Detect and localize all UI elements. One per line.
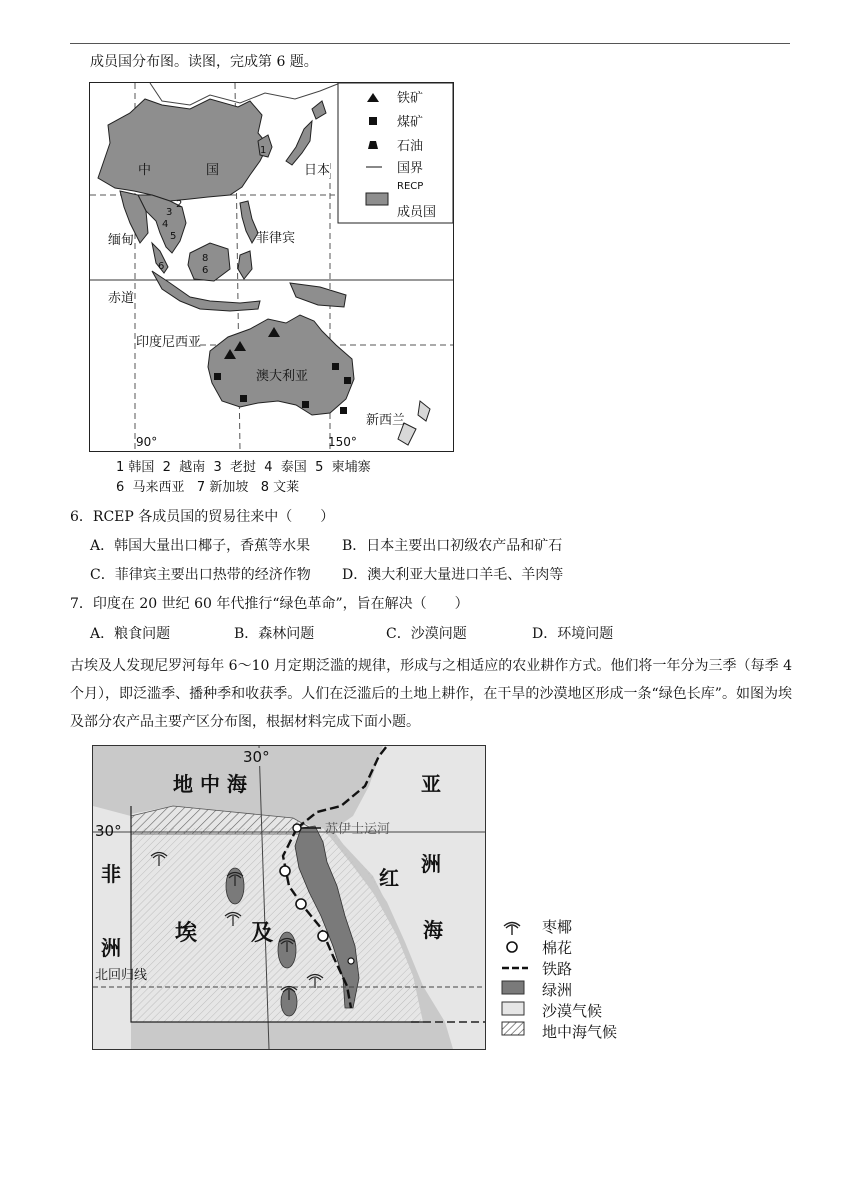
num-1: 1 <box>260 145 267 156</box>
intro-text: 成员国分布图。读图，完成第 6 题。 <box>90 54 318 70</box>
label-red-sea-a: 红 <box>379 866 399 890</box>
legend-rcep-1: RECP <box>397 181 424 192</box>
legend-coal: 煤矿 <box>397 115 424 130</box>
legend-desert: 沙漠气候 <box>542 1002 603 1020</box>
label-africa-b: 洲 <box>101 936 121 960</box>
label-suez-canal: 苏伊士运河 <box>325 822 391 837</box>
label-indonesia: 印度尼西亚 <box>136 335 202 350</box>
q7-option-a: A．粮食问题 <box>90 626 171 642</box>
label-asia-a: 亚 <box>421 772 441 796</box>
mediterranean-swatch-icon <box>502 1022 524 1035</box>
num-6a: 6 <box>158 261 165 272</box>
num-8: 8 <box>202 253 209 264</box>
desert-swatch-icon <box>502 1002 524 1015</box>
legend-oil: 石油 <box>397 139 424 154</box>
rcep-member-swatch-icon <box>366 193 388 205</box>
label-philippines: 菲律宾 <box>256 231 296 246</box>
q6-option-d: D．澳大利亚大量进口羊毛、羊肉等 <box>342 567 564 583</box>
num-4: 4 <box>162 219 169 230</box>
country-key-2: 6 马来西亚 7 新加坡 8 文莱 <box>116 480 300 495</box>
label-australia: 澳大利亚 <box>256 369 309 384</box>
legend-border: 国界 <box>397 161 424 176</box>
cotton-icon <box>507 942 517 952</box>
label-lon-150: 150° <box>328 435 357 449</box>
q7-option-c: C．沙漠问题 <box>386 626 467 642</box>
egypt-map <box>92 745 486 1050</box>
q7-option-b: B．森林问题 <box>234 626 315 642</box>
legend-railway: 铁路 <box>542 960 573 978</box>
legend-date-palm: 枣椰 <box>542 918 573 936</box>
label-equator: 赤道 <box>108 291 135 306</box>
label-myanmar: 缅甸 <box>108 233 135 248</box>
label-lon-90: 90° <box>136 435 158 449</box>
num-3: 3 <box>166 207 173 218</box>
q7-stem: 7．印度在 20 世纪 60 年代推行“绿色革命”，旨在解决（ ） <box>70 596 469 612</box>
label-china-b: 国 <box>206 163 220 178</box>
label-asia-b: 洲 <box>421 852 441 876</box>
coal-icon <box>369 117 377 125</box>
q6-option-b: B．日本主要出口初级农产品和矿石 <box>342 538 563 554</box>
num-6b: 6 <box>202 265 209 276</box>
oasis-swatch-icon <box>502 981 524 994</box>
label-lat30-left: 30° <box>95 822 122 840</box>
legend-oasis: 绿洲 <box>542 981 573 999</box>
num-5: 5 <box>170 231 177 242</box>
label-egypt-a: 埃 <box>175 920 198 946</box>
legend-rcep-2: 成员国 <box>397 205 437 220</box>
label-tropic: 北回归线 <box>95 968 148 983</box>
label-red-sea-b: 海 <box>423 918 443 942</box>
legend-cotton: 棉花 <box>542 939 573 957</box>
label-china-a: 中 <box>138 163 152 178</box>
q6-option-c: C．菲律宾主要出口热带的经济作物 <box>90 567 311 583</box>
label-lat30-top: 30° <box>243 748 270 766</box>
date-palm-icon <box>504 923 520 936</box>
label-new-zealand: 新西兰 <box>366 413 406 428</box>
q7-option-d: D．环境问题 <box>532 626 614 642</box>
label-africa-a: 非 <box>101 862 121 886</box>
num-2: 2 <box>176 199 183 210</box>
rcep-map <box>89 82 454 452</box>
legend-mediterranean-climate: 地中海气候 <box>542 1023 618 1041</box>
header-rule <box>70 43 790 44</box>
q6-stem: 6．RCEP 各成员国的贸易往来中（ ） <box>70 509 335 525</box>
egypt-legend-icons <box>500 918 540 1038</box>
label-mediterranean: 地 中 海 <box>173 772 247 796</box>
country-key-1: 1 韩国 2 越南 3 老挝 4 泰国 5 柬埔寨 <box>116 460 371 475</box>
legend-iron: 铁矿 <box>397 91 424 106</box>
label-japan: 日本 <box>304 159 330 178</box>
passage-text: 古埃及人发现尼罗河每年 6～10 月定期泛滥的规律，形成与之相适应的农业耕作方式。他们将一年分为三季（每季 4 个月），即泛滥季、播种季和收获季。人们在泛滥后的土地上耕作，在干旱的沙漠地区形成一条“绿色长库”。如图为埃及部分农产品主要产区分布图，根据材料完成下面小题。 <box>70 658 792 730</box>
q6-option-a: A．韩国大量出口椰子，香蕉等水果 <box>90 538 311 554</box>
label-egypt-b: 及 <box>251 920 274 946</box>
